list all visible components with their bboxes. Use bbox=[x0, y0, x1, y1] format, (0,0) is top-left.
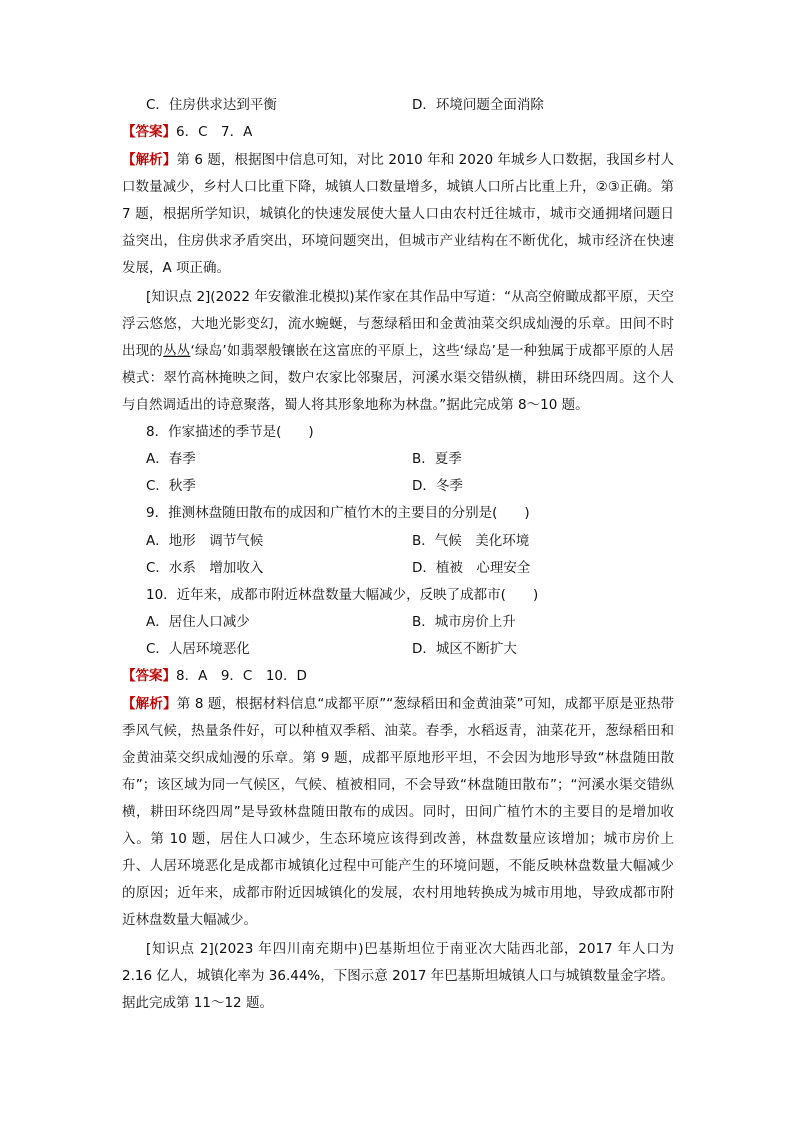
analysis-paragraph-1 bbox=[122, 147, 674, 282]
question-10-stem: 10．近年来，成都市附近林盘数量大幅减少，反映了成都市( ) bbox=[146, 587, 539, 603]
q9-option-a: A．地形 调节气候 bbox=[146, 533, 264, 549]
q10-option-a: A．居住人口减少 bbox=[146, 614, 250, 630]
q7-option-d: D．环境问题全面消除 bbox=[412, 97, 544, 113]
q8-option-b: B．夏季 bbox=[412, 451, 462, 467]
answer-tag: 【答案】 bbox=[122, 124, 176, 140]
q9-option-c: C．水系 增加收入 bbox=[146, 560, 264, 576]
material-text-part2: ‘绿岛’如翡翠般镶嵌在这富庶的平原上，这些‘绿岛’是一种独属于成都平原的人居模式：翠竹高林掩映之间，数户农家比邻聚居，河溪水渠交错纵横，耕田环绕四周。这个人与自然调适出的诗意聚落，蜀人将其形象地称为林盘。”据此完成第 8～10 题。 bbox=[122, 343, 675, 413]
q10-option-b: B．城市房价上升 bbox=[412, 614, 516, 630]
underlined-text: 丛丛 bbox=[163, 343, 191, 359]
material-paragraph-1 bbox=[122, 284, 674, 419]
q7-option-c: C．住房供求达到平衡 bbox=[146, 97, 277, 113]
answer-line-1 bbox=[122, 120, 252, 144]
answer-line-2 bbox=[122, 664, 307, 688]
question-9-stem: 9．推测林盘随田散布的成因和广植竹木的主要目的分别是( ) bbox=[146, 505, 530, 521]
material-paragraph-2: [知识点 2](2023 年四川南充期中)巴基斯坦位于南亚次大陆西北部，2017 年人口为 2.16 亿人，城镇化率为 36.44%，下图示意 2017 年巴基斯坦城镇人口与城镇数量金字塔。据此完成第 11～12 题。 bbox=[122, 941, 674, 1011]
material-text-part1: [知识点 2](2022 年安徽淮北模拟)某作家在其作品中写道：“从高空俯瞰成都平原，天空浮云悠悠，大地光影变幻，流水蜿蜒，与葱绿稻田和金黄油菜交织成灿漫的乐章。田间不时出现的 bbox=[122, 289, 674, 359]
answer-text: 8．A 9．C 10．D bbox=[176, 668, 307, 684]
analysis-text: 第 8 题，根据材料信息“成都平原”“葱绿稻田和金黄油菜”可知，成都平原是亚热带季风气候，热量条件好，可以种植双季稻、油菜。春季，水稻返青，油菜花开，葱绿稻田和金黄油菜交织成灿漫的乐章。第 9 题，成都平原地形平坦，不会因为地形导致“林盘随田散布”；该区域为同一气候区，气候、植被相同，不会导致“林盘随田散布”；“河溪水渠交错纵横，耕田环绕四周”是导致林盘随田散布的成因。同时，田间广植竹木的主要目的是增加收入。第 10 题，居住人口减少，生态环境应该得到改善，林盘数量应该增加；城市房价上升、人居环境恶化是成都市城镇化过程中可能产生的环境问题，不能反映林盘数量大幅减少的原因；近年来，成都市附近因城镇化的发展，农村用地转换成为城市用地，导致成都市附近林盘数量大幅减少。 bbox=[122, 696, 674, 928]
q9-option-d: D．植被 心理安全 bbox=[412, 560, 531, 576]
analysis-tag: 【解析】 bbox=[122, 152, 177, 168]
q8-option-c: C．秋季 bbox=[146, 478, 196, 494]
q9-option-b: B．气候 美化环境 bbox=[412, 533, 530, 549]
question-8-stem: 8．作家描述的季节是( ) bbox=[146, 424, 314, 440]
answer-text: 6．C 7．A bbox=[176, 124, 253, 140]
q8-option-d: D．冬季 bbox=[412, 478, 463, 494]
q10-option-c: C．人居环境恶化 bbox=[146, 641, 250, 657]
analysis-paragraph-2 bbox=[122, 691, 674, 934]
answer-tag: 【答案】 bbox=[122, 668, 176, 684]
analysis-tag: 【解析】 bbox=[122, 696, 177, 712]
q8-option-a: A．春季 bbox=[146, 451, 196, 467]
q10-option-d: D．城区不断扩大 bbox=[412, 641, 517, 657]
analysis-text: 第 6 题，根据图中信息可知，对比 2010 年和 2020 年城乡人口数据，我国乡村人口数量减少，乡村人口比重下降，城镇人口数量增多，城镇人口所占比重上升，②③正确。第 7 题，根据所学知识，城镇化的快速发展使大量人口由农村迁往城市，城市交通拥堵问题日益突出，住房供求矛盾突出，环境问题突出，但城市产业结构在不断优化，城市经济在快速发展，A 项正确。 bbox=[122, 152, 674, 276]
